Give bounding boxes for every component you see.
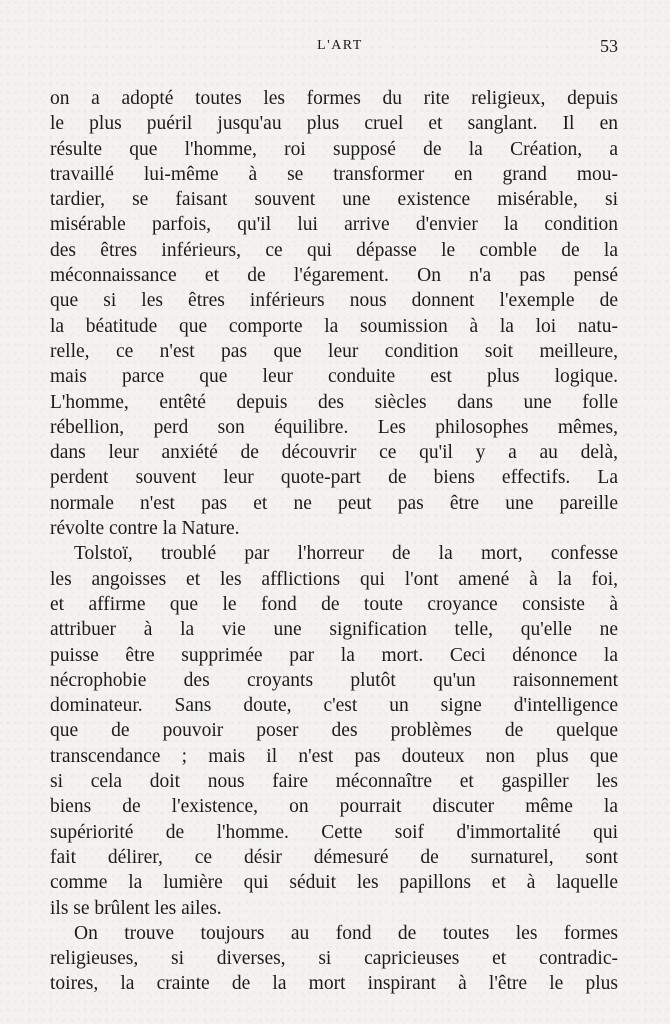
text-line: méconnaissance et de l'égarement. On n'a pas pensé: [50, 265, 618, 287]
text-line: travaillé lui-même à se transformer en grand mou-: [50, 163, 618, 185]
text-line: puisse être supprimée par la mort. Ceci dénonce la: [50, 644, 618, 666]
text-line: résulte que l'homme, roi supposé de la Création, a: [50, 138, 618, 160]
text-line: On trouve toujours au fond de toutes les formes: [74, 922, 618, 944]
text-line: et affirme que le fond de toute croyance consiste à: [50, 593, 618, 615]
text-line: L'homme, entêté depuis des siècles dans une folle: [50, 391, 618, 413]
text-line: relle, ce n'est pas que leur condition soit meilleure,: [50, 340, 618, 362]
text-line: supériorité de l'homme. Cette soif d'immortalité qui: [50, 821, 618, 843]
paragraph: [50, 921, 618, 997]
text-line: que de pouvoir poser des problèmes de quelque: [50, 720, 618, 742]
text-line: perdent souvent leur quote-part de biens effectifs. La: [50, 467, 618, 489]
text-line: si cela doit nous faire méconnaître et gaspiller les: [50, 771, 618, 793]
text-line: toires, la crainte de la mort inspirant à l'être le plus: [50, 973, 618, 995]
text-line: mais parce que leur conduite est plus logique.: [50, 366, 618, 388]
text-line: biens de l'existence, on pourrait discuter même la: [50, 796, 618, 818]
text-line: que si les êtres inférieurs nous donnent l'exemple de: [50, 290, 618, 312]
text-line: attribuer à la vie une signification telle, qu'elle ne: [50, 619, 618, 641]
text-line: dominateur. Sans doute, c'est un signe d'intelligence: [50, 695, 618, 717]
text-line: comme la lumière qui séduit les papillons et à laquelle: [50, 872, 618, 894]
text-line: misérable parfois, qu'il lui arrive d'envier la condition: [50, 214, 618, 236]
text-line: rébellion, perd son équilibre. Les philosophes mêmes,: [50, 416, 618, 438]
running-head: [0, 36, 670, 60]
text-line: on a adopté toutes les formes du rite religieux, depuis: [50, 88, 618, 109]
text-line: normale n'est pas et ne peut pas être une pareille: [50, 492, 618, 514]
text-line: Tolstoï, troublé par l'horreur de la mort, confesse: [74, 543, 618, 565]
text-line: dans leur anxiété de découvrir ce qu'il y a au delà,: [50, 442, 618, 464]
text-line: la béatitude que comporte la soumission à la loi natu-: [50, 315, 618, 337]
text-line: fait délirer, ce désir démesuré de surnaturel, sont: [50, 846, 618, 868]
paragraph: [50, 541, 618, 920]
text-line: révolte contre la Nature.: [50, 518, 240, 540]
text-line: des êtres inférieurs, ce qui dépasse le comble de la: [50, 239, 618, 261]
text-line: tardier, se faisant souvent une existence misérable, si: [50, 189, 618, 211]
text-line: le plus puéril jusqu'au plus cruel et sanglant. Il en: [50, 113, 618, 135]
text-line: nécrophobie des croyants plutôt qu'un raisonnement: [50, 669, 618, 691]
text-line: les angoisses et les afflictions qui l'ont amené à la foi,: [50, 568, 618, 590]
paragraph: [50, 86, 618, 541]
page-number: 53: [600, 36, 618, 56]
body-text: [50, 86, 618, 997]
running-title: L'ART: [317, 38, 363, 53]
text-line: religieuses, si diverses, si capricieuses et contradic-: [50, 948, 618, 970]
text-line: transcendance ; mais il n'est pas douteux non plus que: [50, 745, 618, 767]
text-line: ils se brûlent les ailes.: [50, 897, 222, 919]
